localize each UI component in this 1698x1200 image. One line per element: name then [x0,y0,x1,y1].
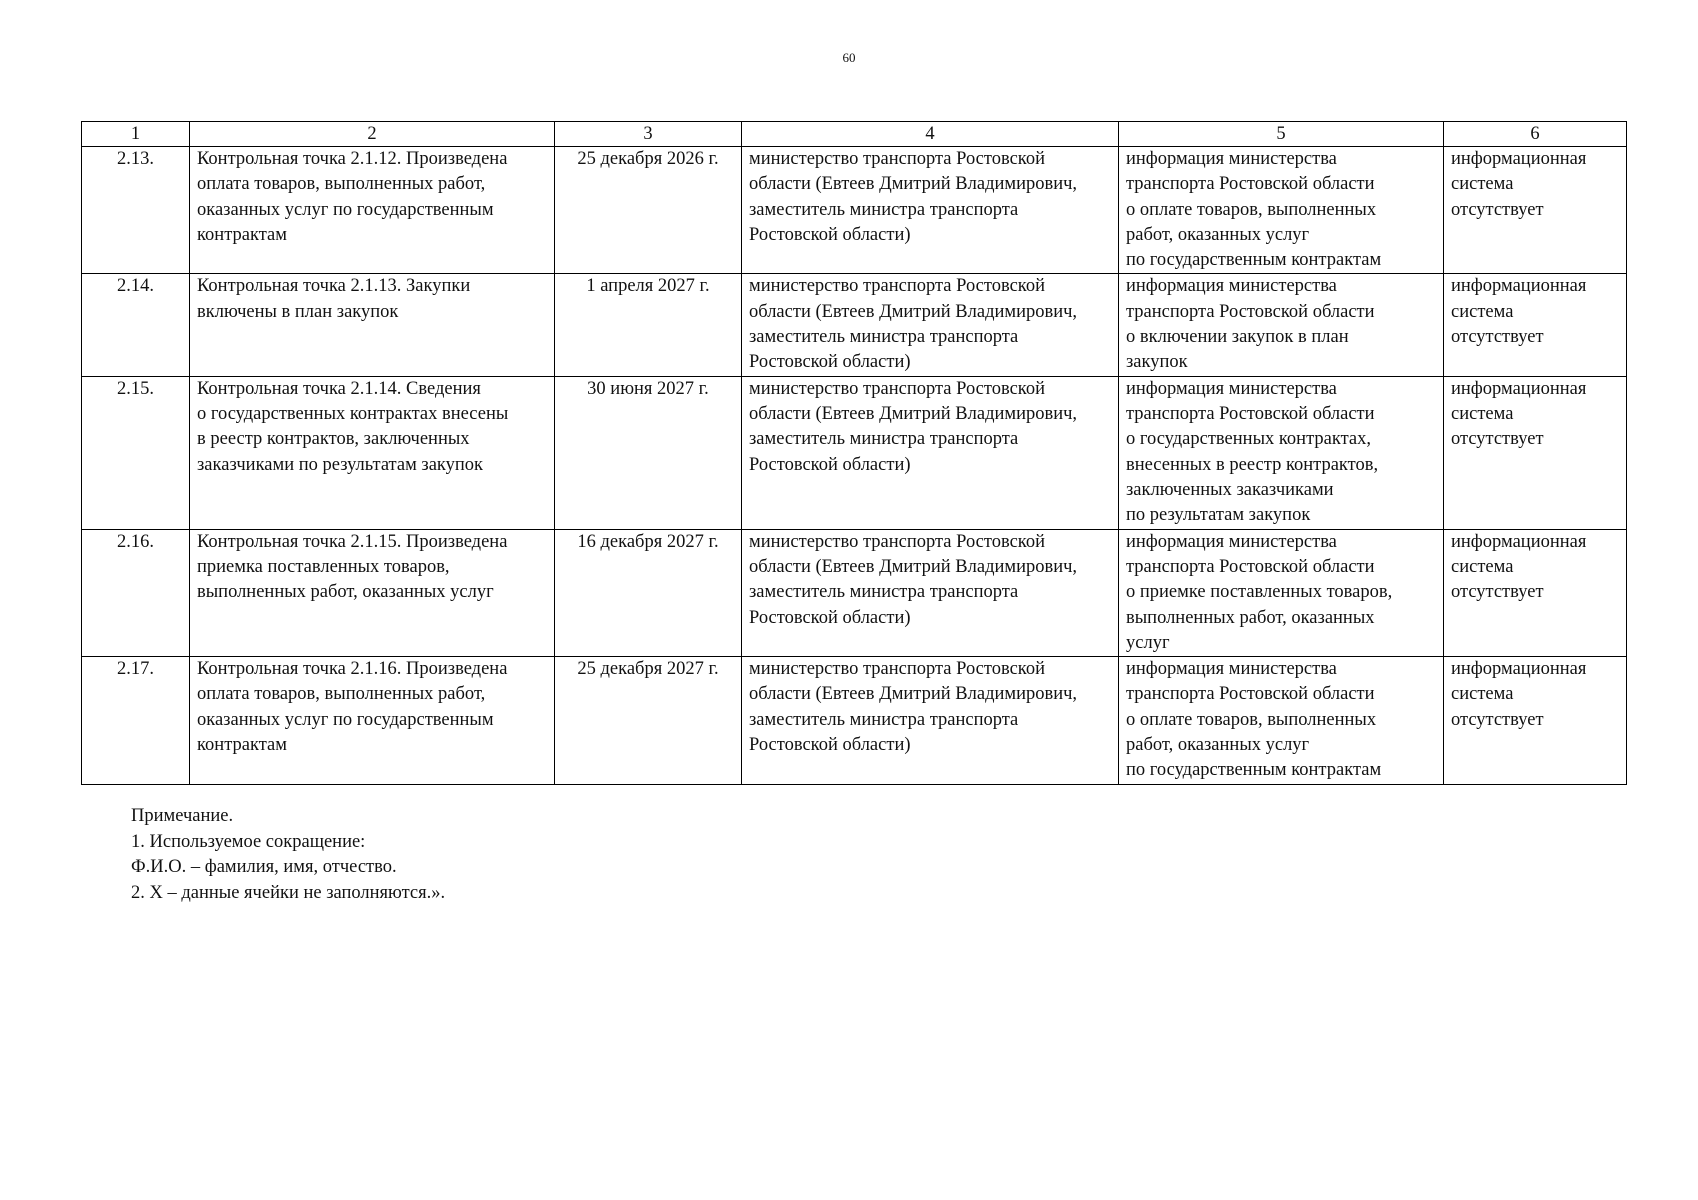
note-item: Ф.И.О. – фамилия, имя, отчество. [131,857,397,877]
table-row [82,147,1627,274]
cell-text-line: министерство транспорта Ростовской [749,659,1046,680]
cell-text-line: заместитель министра транспорта [749,327,1019,348]
responsible-executor [742,657,1119,784]
cell-text-line: информационная [1451,276,1587,297]
column-header: 1 [82,122,190,147]
column-header: 2 [190,122,555,147]
cell-text-line: система [1451,556,1514,577]
control-point-description [190,147,555,274]
information-system [1444,529,1627,656]
cell-text-line: информационная [1451,659,1587,680]
cell-text-line: отсутствует [1451,582,1544,603]
table-row [82,657,1627,784]
cell-text-line: отсутствует [1451,327,1544,348]
cell-text-line: оказанных услуг по государственным [197,709,494,730]
cell-text-line: оказанных услуг по государственным [197,199,494,220]
cell-text-line: по государственным контрактам [1126,760,1382,781]
table-row [82,529,1627,656]
responsible-executor [742,274,1119,376]
control-points-table [81,121,1627,785]
column-header: 3 [555,122,742,147]
cell-text-line: информация министерства [1126,276,1337,297]
cell-text-line: транспорта Ростовской области [1126,403,1375,424]
cell-text-line: Ростовской области) [749,352,911,373]
cell-text-line: система [1451,174,1514,195]
cell-text-line: заместитель министра транспорта [749,709,1019,730]
cell-text-line: заместитель министра транспорта [749,429,1019,450]
responsible-executor [742,529,1119,656]
cell-text-line: работ, оказанных услуг [1126,735,1310,756]
cell-text-line: о государственных контрактах, [1126,429,1371,450]
deadline-date: 16 декабря 2027 г. [555,529,742,656]
information-system [1444,274,1627,376]
cell-text-line: информационная [1451,149,1587,169]
cell-text-line: выполненных работ, оказанных услуг [197,582,494,603]
cell-text-line: о включении закупок в план [1126,327,1349,348]
cell-text-line: приемка поставленных товаров, [197,556,450,577]
cell-text-line: области (Евтеев Дмитрий Владимирович, [749,301,1078,322]
table-row [82,274,1627,376]
page-number: 60 [842,50,856,65]
control-point-description [190,529,555,656]
column-header: 6 [1444,122,1627,147]
information-system [1444,376,1627,529]
cell-text-line: транспорта Ростовской области [1126,556,1375,577]
cell-text-line: транспорта Ростовской области [1126,684,1375,705]
table-header-row [82,122,1627,147]
cell-text-line: оплата товаров, выполненных работ, [197,684,486,705]
cell-text-line: контрактам [197,735,287,756]
row-number: 2.15. [82,376,190,529]
cell-text-line: области (Евтеев Дмитрий Владимирович, [749,556,1078,577]
cell-text-line: работ, оказанных услуг [1126,224,1310,245]
notes-heading: Примечание. [131,806,234,826]
cell-text-line: услуг [1126,632,1170,653]
cell-text-line: отсутствует [1451,709,1544,730]
cell-text-line: Контрольная точка 2.1.14. Сведения [197,378,481,399]
confirming-document [1119,376,1444,529]
table-row [82,376,1627,529]
cell-text-line: министерство транспорта Ростовской [749,378,1046,399]
responsible-executor [742,376,1119,529]
cell-text-line: министерство транспорта Ростовской [749,531,1046,552]
cell-text-line: информация министерства [1126,659,1337,680]
column-header: 4 [742,122,1119,147]
note-item: 2. X – данные ячейки не заполняются.». [131,882,446,903]
cell-text-line: Ростовской области) [749,735,911,756]
deadline-date: 1 апреля 2027 г. [555,274,742,376]
cell-text-line: выполненных работ, оказанных [1126,607,1375,628]
cell-text-line: информация министерства [1126,531,1337,552]
cell-text-line: о оплате товаров, выполненных [1126,199,1377,220]
cell-text-line: заказчиками по результатам закупок [197,454,484,475]
cell-text-line: информация министерства [1126,378,1337,399]
cell-text-line: Контрольная точка 2.1.13. Закупки [197,276,471,297]
cell-text-line: Ростовской области) [749,224,911,245]
cell-text-line: о оплате товаров, выполненных [1126,709,1377,730]
cell-text-line: информация министерства [1126,149,1337,169]
cell-text-line: заместитель министра транспорта [749,582,1019,603]
deadline-date: 25 декабря 2026 г. [555,147,742,274]
cell-text-line: закупок [1126,352,1188,373]
cell-text-line: информационная [1451,531,1587,552]
information-system [1444,147,1627,274]
row-number: 2.13. [82,147,190,274]
cell-text-line: транспорта Ростовской области [1126,301,1375,322]
column-header: 5 [1119,122,1444,147]
deadline-date: 25 декабря 2027 г. [555,657,742,784]
cell-text-line: области (Евтеев Дмитрий Владимирович, [749,174,1078,195]
note-item: 1. Используемое сокращение: [131,831,366,852]
cell-text-line: о приемке поставленных товаров, [1126,582,1393,603]
cell-text-line: Ростовской области) [749,607,911,628]
confirming-document [1119,147,1444,274]
cell-text-line: система [1451,403,1514,424]
cell-text-line: отсутствует [1451,199,1544,220]
information-system [1444,657,1627,784]
cell-text-line: система [1451,301,1514,322]
cell-text-line: заключенных заказчиками [1126,479,1334,500]
cell-text-line: министерство транспорта Ростовской [749,276,1046,297]
control-point-description [190,657,555,784]
cell-text-line: оплата товаров, выполненных работ, [197,174,486,195]
row-number: 2.14. [82,274,190,376]
cell-text-line: Контрольная точка 2.1.12. Произведена [197,149,508,169]
cell-text-line: заместитель министра транспорта [749,199,1019,220]
cell-text-line: Контрольная точка 2.1.16. Произведена [197,659,508,680]
cell-text-line: транспорта Ростовской области [1126,174,1375,195]
cell-text-line: отсутствует [1451,429,1544,450]
cell-text-line: области (Евтеев Дмитрий Владимирович, [749,684,1078,705]
cell-text-line: система [1451,684,1514,705]
cell-text-line: Ростовской области) [749,454,911,475]
confirming-document [1119,274,1444,376]
cell-text-line: Контрольная точка 2.1.15. Произведена [197,531,508,552]
cell-text-line: по результатам закупок [1126,505,1311,526]
row-number: 2.17. [82,657,190,784]
confirming-document [1119,657,1444,784]
deadline-date: 30 июня 2027 г. [555,376,742,529]
notes-section [131,804,445,906]
row-number: 2.16. [82,529,190,656]
cell-text-line: области (Евтеев Дмитрий Владимирович, [749,403,1078,424]
confirming-document [1119,529,1444,656]
cell-text-line: министерство транспорта Ростовской [749,149,1046,169]
cell-text-line: о государственных контрактах внесены [197,403,509,424]
cell-text-line: информационная [1451,378,1587,399]
control-point-description [190,274,555,376]
responsible-executor [742,147,1119,274]
cell-text-line: внесенных в реестр контрактов, [1126,454,1379,475]
cell-text-line: в реестр контрактов, заключенных [197,429,470,450]
cell-text-line: включены в план закупок [197,301,399,322]
cell-text-line: по государственным контрактам [1126,250,1382,271]
control-point-description [190,376,555,529]
cell-text-line: контрактам [197,224,287,245]
